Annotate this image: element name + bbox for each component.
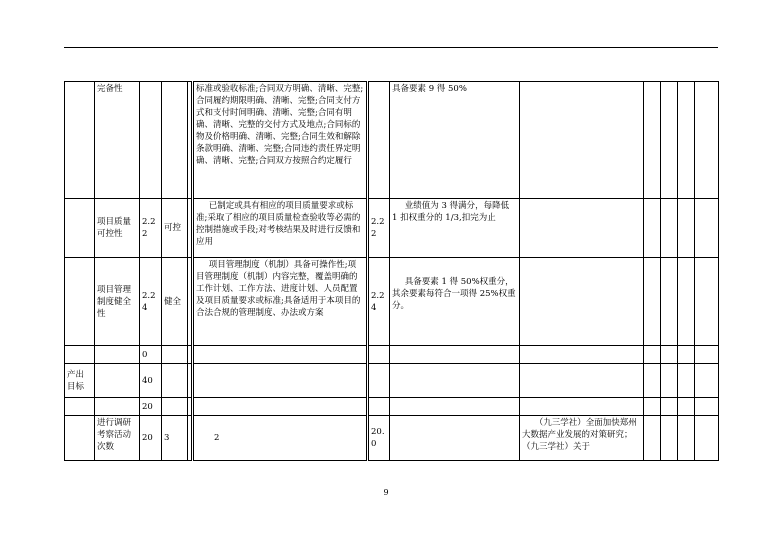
table-row	[65, 199, 719, 258]
cell-scoring: 具备要素 1 得 50%权重分，其余要素每符合一项得 25%权重分。	[390, 258, 520, 346]
performance-table	[64, 81, 719, 461]
cell	[390, 364, 520, 398]
cell	[661, 416, 678, 461]
cell	[65, 82, 95, 199]
table-row	[65, 364, 719, 398]
cell	[520, 258, 644, 346]
cell-indicator: 进行调研考察活动次数	[95, 416, 140, 461]
cell-scoring: 具备要素 9 得 50%	[390, 82, 520, 199]
cell	[644, 82, 661, 199]
cell-standard: 已制定或具有相应的项目质量要求或标准;采取了相应的项目质量检查验收等必需的控制措施或手段;对考核结果及时进行反馈和应用	[193, 199, 368, 258]
table-row	[65, 398, 719, 416]
cell	[661, 364, 678, 398]
cell	[65, 346, 95, 364]
cell	[140, 82, 162, 199]
cell	[695, 82, 719, 199]
cell	[65, 398, 95, 416]
cell	[193, 398, 368, 416]
cell	[644, 346, 661, 364]
cell	[368, 364, 390, 398]
cell	[644, 398, 661, 416]
header-rule	[64, 47, 718, 48]
cell	[162, 82, 188, 199]
cell	[390, 398, 520, 416]
cell-target: 3	[162, 416, 188, 461]
cell	[678, 416, 695, 461]
cell	[390, 416, 520, 461]
cell-indicator: 项目质量可控性	[95, 199, 140, 258]
cell	[162, 346, 188, 364]
cell	[678, 364, 695, 398]
cell	[520, 346, 644, 364]
cell	[644, 258, 661, 346]
cell	[368, 398, 390, 416]
cell-scoring: 业绩值为 3 得满分，每降低 1 扣权重分的 1/3,扣完为止	[390, 199, 520, 258]
table-row	[65, 416, 719, 461]
cell	[661, 258, 678, 346]
cell	[695, 364, 719, 398]
cell	[678, 82, 695, 199]
table-row	[65, 258, 719, 346]
cell	[695, 416, 719, 461]
cell	[193, 346, 368, 364]
cell-weight: 20	[140, 416, 162, 461]
cell-score: 2.22	[368, 199, 390, 258]
page-number: 9	[383, 488, 389, 497]
cell-standard: 标准或验收标准;合同双方明确、清晰、完整;合同履约期限明确、清晰、完整;合同支付方式和支付时间明确、清晰、完整;合同有明确、清晰、完整的交付方式及地点;合同标的物及价格明确、清晰、完整;合同生效和解除条款明确、清晰、完整;合同违约责任界定明确、清晰、完整;合同双方按照合约定履行	[193, 82, 368, 199]
cell	[95, 346, 140, 364]
cell-weight: 0	[140, 346, 162, 364]
cell	[678, 346, 695, 364]
cell	[95, 364, 140, 398]
cell	[695, 346, 719, 364]
cell-score: 20.0	[368, 416, 390, 461]
cell	[65, 416, 95, 461]
cell	[678, 398, 695, 416]
cell	[644, 416, 661, 461]
cell	[368, 82, 390, 199]
cell	[678, 199, 695, 258]
cell	[65, 199, 95, 258]
cell	[193, 364, 368, 398]
cell-category: 产出目标	[65, 364, 95, 398]
cell	[65, 258, 95, 346]
cell	[162, 398, 188, 416]
cell-score: 2.24	[368, 258, 390, 346]
cell	[661, 346, 678, 364]
cell	[661, 82, 678, 199]
cell-target: 可控	[162, 199, 188, 258]
cell	[644, 364, 661, 398]
cell	[162, 364, 188, 398]
cell	[95, 398, 140, 416]
table-row	[65, 346, 719, 364]
cell	[368, 346, 390, 364]
cell	[390, 346, 520, 364]
cell-weight: 40	[140, 364, 162, 398]
cell-indicator: 完备性	[95, 82, 140, 199]
cell	[695, 398, 719, 416]
cell-weight: 20	[140, 398, 162, 416]
cell-standard: 项目管理制度（机制）具备可操作性;项目管理制度（机制）内容完整，覆盖明确的工作计划、工作方法、进度计划、人员配置及项目质量要求或标准;具备适用于本项目的合法合规的管理制度、办法或方案	[193, 258, 368, 346]
table-row	[65, 82, 719, 199]
cell	[695, 258, 719, 346]
cell	[695, 199, 719, 258]
cell-actual: 2	[193, 416, 368, 461]
cell-weight: 2.22	[140, 199, 162, 258]
cell	[520, 199, 644, 258]
cell	[520, 364, 644, 398]
cell	[520, 82, 644, 199]
cell	[661, 199, 678, 258]
cell-indicator: 项目管理制度健全性	[95, 258, 140, 346]
cell	[678, 258, 695, 346]
cell	[644, 199, 661, 258]
cell-target: 健全	[162, 258, 188, 346]
cell	[661, 398, 678, 416]
cell-weight: 2.24	[140, 258, 162, 346]
cell	[520, 398, 644, 416]
cell-note: （九三学社）全面加快郑州大数据产业发展的对策研究；（九三学社）关于	[520, 416, 644, 461]
